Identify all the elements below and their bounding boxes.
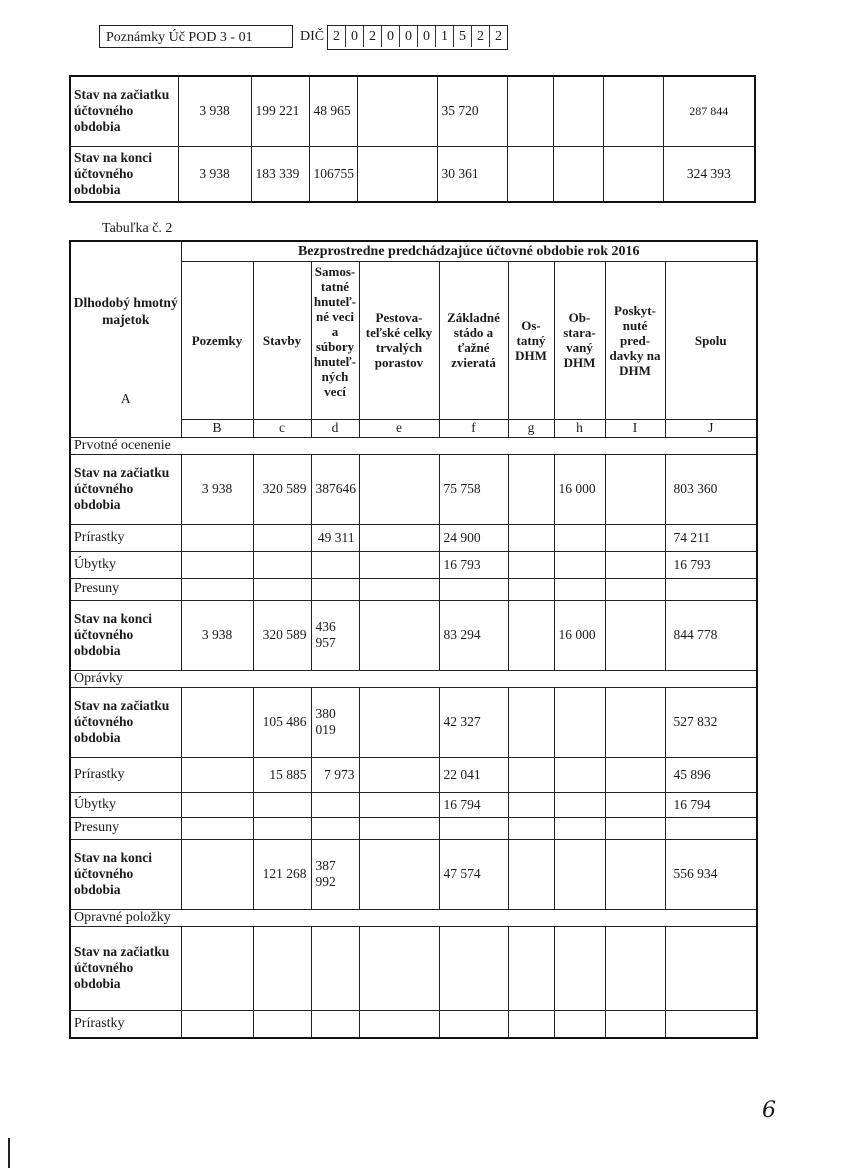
cell-d: 48 965	[309, 76, 357, 146]
cell-h	[554, 524, 605, 551]
cell-e	[357, 146, 437, 202]
cell-i	[605, 839, 665, 909]
cell-g	[508, 600, 554, 670]
cell-e	[359, 792, 439, 817]
cell-d	[311, 1010, 359, 1038]
cell-i	[605, 817, 665, 839]
cell-d	[311, 578, 359, 600]
col-letter: e	[359, 419, 439, 437]
cell-f: 42 327	[439, 687, 508, 757]
cell-j: 287 844	[663, 76, 755, 146]
cell-d	[311, 817, 359, 839]
page-number: 6	[762, 1098, 776, 1123]
cell-h	[554, 578, 605, 600]
cell-d: 380 019	[311, 687, 359, 757]
col-letter: I	[605, 419, 665, 437]
section-title: Prvotné ocenenie	[70, 437, 757, 454]
cell-b	[181, 839, 253, 909]
cell-h	[554, 817, 605, 839]
cell-b: 3 938	[178, 76, 251, 146]
col-letter: h	[554, 419, 605, 437]
cell-c: 320 589	[253, 454, 311, 524]
row-label: Stav na začiatku účtovného obdobia	[70, 76, 178, 146]
cell-f	[439, 926, 508, 1010]
table-row	[70, 687, 757, 757]
cell-d: 49 311	[311, 524, 359, 551]
cell-e	[359, 757, 439, 792]
cell-i	[605, 524, 665, 551]
column-header: Os-tatný DHM	[508, 261, 554, 419]
cell-c	[253, 578, 311, 600]
cell-i	[603, 146, 663, 202]
cell-f: 30 361	[437, 146, 507, 202]
dic-digit: 2	[489, 26, 507, 47]
col-letter: g	[508, 419, 554, 437]
cell-h	[554, 551, 605, 578]
cell-d: 436 957	[311, 600, 359, 670]
cell-c	[253, 1010, 311, 1038]
cell-h: 16 000	[554, 454, 605, 524]
cell-b: 3 938	[181, 454, 253, 524]
cell-c: 199 221	[251, 76, 309, 146]
col-letter-a: A	[120, 391, 131, 406]
cell-g	[508, 757, 554, 792]
cell-j: 16 793	[665, 551, 757, 578]
cell-j	[665, 578, 757, 600]
cell-g	[508, 839, 554, 909]
column-header: Pestova-teľské celky trvalých porastov	[359, 261, 439, 419]
cell-e	[359, 600, 439, 670]
cell-j: 844 778	[665, 600, 757, 670]
cell-i	[605, 687, 665, 757]
cell-b	[181, 792, 253, 817]
row-label: Stav na začiatku účtovného obdobia	[70, 926, 181, 1010]
period-title: Bezprostredne predchádzajúce účtovné obdobie rok 2016	[181, 241, 757, 261]
table-body	[70, 437, 757, 1038]
cell-c	[253, 817, 311, 839]
cell-g	[508, 524, 554, 551]
cell-e	[359, 1010, 439, 1038]
cell-j: 45 896	[665, 757, 757, 792]
table-row	[70, 1010, 757, 1038]
col-letter: d	[311, 419, 359, 437]
column-header: Poskyt-nuté pred-davky na DHM	[605, 261, 665, 419]
cell-f	[439, 1010, 508, 1038]
cell-j	[665, 817, 757, 839]
column-header-a: Dlhodobý hmotný majetok	[73, 295, 178, 327]
dic-digit: 5	[453, 26, 471, 47]
cell-d	[311, 926, 359, 1010]
cell-f: 16 794	[439, 792, 508, 817]
table-row	[70, 792, 757, 817]
cell-j: 16 794	[665, 792, 757, 817]
cell-c: 105 486	[253, 687, 311, 757]
continuation-table	[69, 75, 756, 203]
cell-i	[605, 1010, 665, 1038]
cell-h	[554, 757, 605, 792]
fixed-assets-table	[69, 240, 758, 1039]
col-letter: c	[253, 419, 311, 437]
cell-d: 106755	[309, 146, 357, 202]
dic-digit: 0	[399, 26, 417, 47]
cell-b	[181, 524, 253, 551]
cell-h	[554, 687, 605, 757]
cell-g	[508, 454, 554, 524]
cell-b	[181, 551, 253, 578]
cell-h	[554, 839, 605, 909]
cell-b	[181, 757, 253, 792]
cell-f: 22 041	[439, 757, 508, 792]
dic-digit: 2	[333, 29, 340, 44]
cell-d: 387646	[311, 454, 359, 524]
row-label: Úbytky	[70, 792, 181, 817]
cell-i	[605, 454, 665, 524]
cell-g	[508, 817, 554, 839]
column-header: Ob-stara-vaný DHM	[554, 261, 605, 419]
col-letter: B	[181, 419, 253, 437]
cell-c	[253, 926, 311, 1010]
cell-f	[439, 817, 508, 839]
table-row	[70, 817, 757, 839]
cell-i	[605, 757, 665, 792]
column-header: Samos-tatné hnuteľ-né veci a súbory hnuteľ-ných vecí	[311, 261, 359, 419]
cell-f: 75 758	[439, 454, 508, 524]
cell-b	[181, 926, 253, 1010]
cell-b	[181, 578, 253, 600]
cell-g	[508, 792, 554, 817]
table-row	[70, 926, 757, 1010]
cell-i	[605, 792, 665, 817]
cell-e	[359, 839, 439, 909]
row-label: Presuny	[70, 578, 181, 600]
table-row	[70, 524, 757, 551]
cell-h	[553, 76, 603, 146]
cell-h: 16 000	[554, 600, 605, 670]
col-letter: f	[439, 419, 508, 437]
row-label: Prírastky	[70, 1010, 181, 1038]
dic-label: DIČ	[300, 29, 325, 44]
cell-h	[554, 926, 605, 1010]
cell-j	[665, 926, 757, 1010]
cell-d: 387 992	[311, 839, 359, 909]
cell-h	[554, 1010, 605, 1038]
form-code: Poznámky Úč POD 3 - 01	[99, 25, 293, 48]
cell-e	[359, 524, 439, 551]
cell-c: 320 589	[253, 600, 311, 670]
cell-i	[605, 551, 665, 578]
cell-j: 74 211	[665, 524, 757, 551]
cell-f: 16 793	[439, 551, 508, 578]
cell-g	[508, 578, 554, 600]
col-letter: J	[665, 419, 757, 437]
cell-c	[253, 524, 311, 551]
cell-e	[359, 454, 439, 524]
cell-f: 83 294	[439, 600, 508, 670]
period-header-row	[70, 241, 757, 261]
cell-c: 183 339	[251, 146, 309, 202]
table-row	[70, 757, 757, 792]
table-row	[70, 551, 757, 578]
cell-d: 7 973	[311, 757, 359, 792]
cell-b: 3 938	[181, 600, 253, 670]
section-title: Opravné položky	[70, 909, 757, 926]
dic-digit: 1	[435, 26, 453, 47]
cell-g	[507, 76, 553, 146]
row-label: Presuny	[70, 817, 181, 839]
cell-b: 3 938	[178, 146, 251, 202]
cell-g	[507, 146, 553, 202]
table-row	[70, 600, 757, 670]
cell-d	[311, 551, 359, 578]
cell-g	[508, 926, 554, 1010]
margin-mark	[8, 1138, 10, 1168]
cell-c	[253, 551, 311, 578]
cell-c: 121 268	[253, 839, 311, 909]
row-label: Prírastky	[70, 757, 181, 792]
cell-g	[508, 551, 554, 578]
cell-f	[439, 578, 508, 600]
table-row	[70, 454, 757, 524]
section-row	[70, 437, 757, 454]
cell-g	[508, 1010, 554, 1038]
row-label: Prírastky	[70, 524, 181, 551]
dic-digits	[327, 25, 508, 50]
row-label: Stav na konci účtovného obdobia	[70, 839, 181, 909]
cell-b	[181, 1010, 253, 1038]
dic-digit: 0	[417, 26, 435, 47]
table-row	[70, 839, 757, 909]
cell-i	[605, 926, 665, 1010]
dic-digit: 2	[363, 26, 381, 47]
table-row	[70, 578, 757, 600]
cell-h	[553, 146, 603, 202]
cell-e	[359, 817, 439, 839]
section-row	[70, 670, 757, 687]
column-header: Pozemky	[181, 261, 253, 419]
cell-b	[181, 687, 253, 757]
cell-d	[311, 792, 359, 817]
cell-j: 324 393	[663, 146, 755, 202]
table-row	[70, 146, 755, 202]
row-label: Stav na začiatku účtovného obdobia	[70, 454, 181, 524]
dic-digit: 0	[381, 26, 399, 47]
cell-i	[605, 600, 665, 670]
row-label: Úbytky	[70, 551, 181, 578]
table-row	[70, 76, 755, 146]
cell-c	[253, 792, 311, 817]
cell-i	[605, 578, 665, 600]
cell-c: 15 885	[253, 757, 311, 792]
cell-i	[603, 76, 663, 146]
cell-h	[554, 792, 605, 817]
cell-f: 35 720	[437, 76, 507, 146]
row-label: Stav na konci účtovného obdobia	[70, 146, 178, 202]
section-title: Oprávky	[70, 670, 757, 687]
cell-f: 24 900	[439, 524, 508, 551]
cell-j	[665, 1010, 757, 1038]
column-header: Spolu	[665, 261, 757, 419]
cell-g	[508, 687, 554, 757]
table-caption: Tabuľka č. 2	[102, 221, 173, 236]
cell-e	[359, 551, 439, 578]
cell-j: 527 832	[665, 687, 757, 757]
row-label: Stav na konci účtovného obdobia	[70, 600, 181, 670]
cell-e	[357, 76, 437, 146]
cell-e	[359, 926, 439, 1010]
cell-f: 47 574	[439, 839, 508, 909]
section-row	[70, 909, 757, 926]
row-label: Stav na začiatku účtovného obdobia	[70, 687, 181, 757]
cell-j: 556 934	[665, 839, 757, 909]
cell-j: 803 360	[665, 454, 757, 524]
dic-digit: 0	[345, 26, 363, 47]
dic-digit: 2	[471, 26, 489, 47]
column-header: Základné stádo a ťažné zvieratá	[439, 261, 508, 419]
column-header: Stavby	[253, 261, 311, 419]
cell-b	[181, 817, 253, 839]
cell-e	[359, 578, 439, 600]
cell-e	[359, 687, 439, 757]
